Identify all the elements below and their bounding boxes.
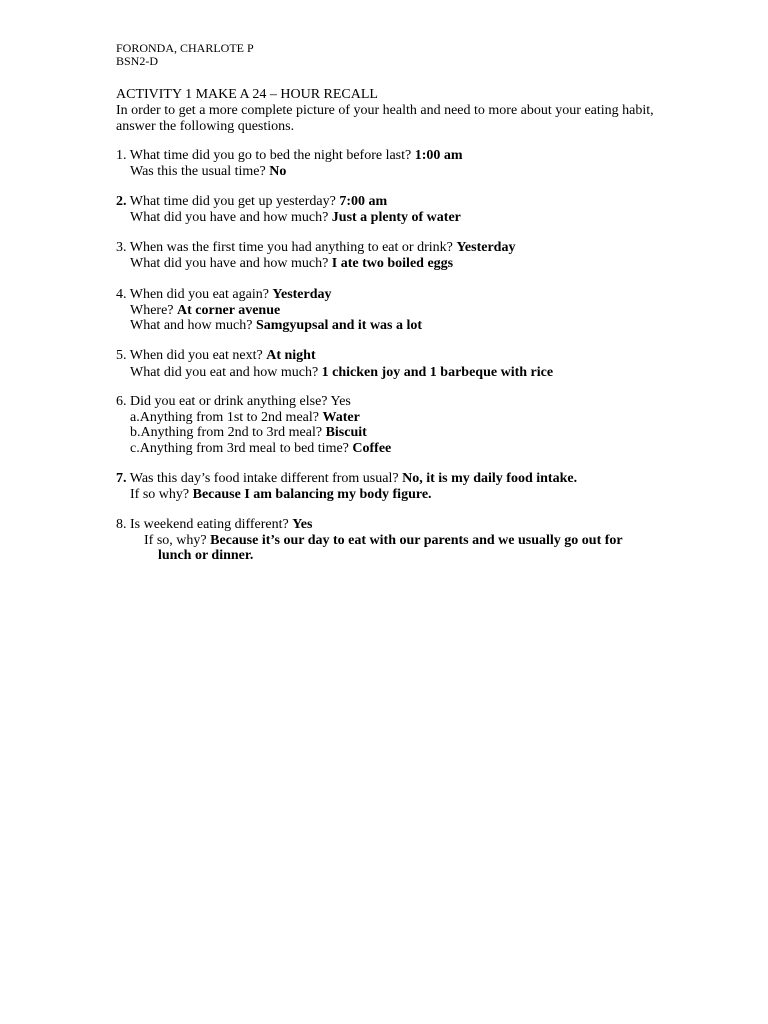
question-text: What time did you go to bed the night before last? (129, 148, 412, 163)
question-text: Where? (130, 302, 174, 318)
question-number: 3. (116, 240, 127, 255)
answer-text: 1:00 am (414, 148, 463, 163)
question-text: Was this day’s food intake different from usual? (129, 471, 399, 486)
question-text: When did you eat again? (129, 287, 269, 302)
question-text: Anything from 3rd meal to bed time? (139, 440, 349, 456)
answer-text: Samgyupsal and it was a lot (255, 318, 423, 333)
question-number: 8. (116, 517, 127, 532)
sub-letter: a. (130, 409, 140, 425)
question-8 (116, 517, 623, 564)
answer-text: No (269, 163, 287, 179)
question-6 (116, 394, 391, 456)
question-4 (116, 287, 422, 334)
question-number: 2. (116, 194, 127, 209)
student-name: FORONDA, CHARLOTE P (116, 41, 254, 55)
answer-text-continued: lunch or dinner. (158, 548, 254, 563)
sub-question-b (116, 425, 391, 441)
question-text: Did you eat or drink anything else? (130, 394, 328, 409)
question-1 (116, 148, 463, 179)
activity-title: ACTIVITY 1 MAKE A 24 – HOUR RECALL (116, 87, 378, 102)
answer-text: At night (266, 348, 316, 363)
question-text: What and how much? (130, 318, 253, 333)
question-text: What did you eat and how much? (130, 364, 319, 380)
answer-text: No, it is my daily food intake. (402, 471, 578, 486)
answer-text: 1 chicken joy and 1 barbeque with rice (321, 364, 554, 380)
answer-text: Biscuit (325, 425, 367, 440)
question-text: What did you have and how much? (130, 255, 329, 271)
question-text: If so, why? (144, 532, 207, 548)
answer-text: Yes (292, 517, 313, 532)
question-7 (116, 471, 577, 502)
question-text: Anything from 1st to 2nd meal? (139, 409, 319, 425)
question-text: When was the first time you had anything to eat or drink? (129, 240, 453, 255)
sub-letter: c. (130, 440, 140, 456)
student-section: BSN2-D (116, 54, 159, 68)
answer-text: Just a plenty of water (331, 209, 461, 225)
sub-letter: b. (130, 425, 141, 440)
sub-question-c (116, 441, 391, 457)
question-2 (116, 194, 461, 225)
sub-question-a (116, 410, 391, 426)
answer-text: Because it’s our day to eat with our parents and we usually go out for (210, 532, 623, 548)
answer-text: 7:00 am (339, 194, 388, 209)
question-number: 5. (116, 348, 127, 363)
question-text: Anything from 2nd to 3rd meal? (140, 425, 323, 440)
answer-text: Yesterday (456, 240, 516, 255)
answer-text: Yesterday (272, 287, 332, 302)
student-header (116, 42, 254, 68)
question-text: What time did you get up yesterday? (129, 194, 336, 209)
question-text: Is weekend eating different? (130, 517, 289, 532)
question-text: If so why? (130, 486, 190, 502)
question-number: 7. (116, 471, 127, 486)
activity-heading (116, 87, 676, 135)
answer-text: Water (322, 409, 360, 425)
answer-text: Coffee (352, 440, 392, 456)
question-text: Was this the usual time? (130, 163, 266, 179)
activity-intro: In order to get a more complete picture of your health and need to more about your eating habit, answer the following questions. (116, 103, 654, 134)
answer-text: Because I am balancing my body figure. (192, 486, 432, 502)
answer-text: I ate two boiled eggs (331, 255, 454, 271)
question-number: 4. (116, 287, 127, 302)
answer-text: Yes (330, 394, 351, 409)
question-text: When did you eat next? (129, 348, 263, 363)
question-number: 6. (116, 394, 127, 409)
answer-text: At corner avenue (177, 302, 281, 318)
question-3 (116, 240, 515, 271)
question-text: What did you have and how much? (130, 209, 329, 225)
question-5 (116, 348, 553, 380)
question-number: 1. (116, 148, 127, 163)
